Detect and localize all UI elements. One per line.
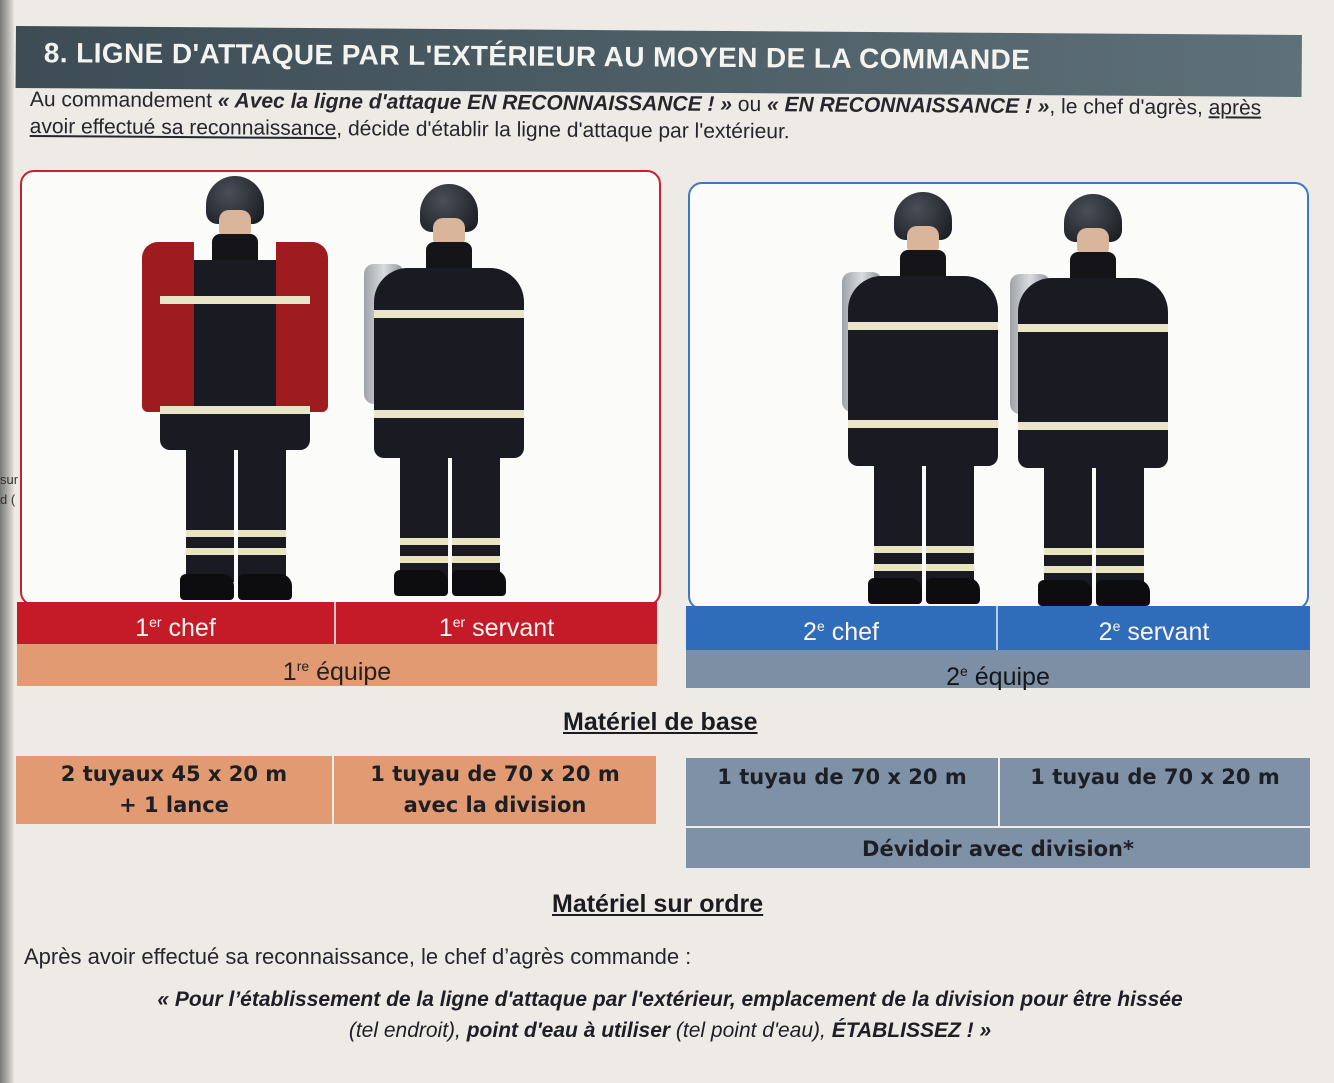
equipment-line: 2 tuyaux 45 x 20 m <box>60 762 288 786</box>
intro-suffix-1: , le chef d'agrès, <box>1049 95 1209 120</box>
equipment-line: 1 tuyau de 70 x 20 m <box>370 762 620 786</box>
equipment-cell-2-chef <box>686 758 998 826</box>
intro-suffix-2: , décide d'établir la ligne d'attaque par l'extérieur. <box>336 117 790 144</box>
equipment-cell-2-servant <box>1000 758 1310 826</box>
section-title: 8. LIGNE D'ATTAQUE PAR L'EXTÉRIEUR AU MOYEN DE LA COMMANDE <box>43 37 1031 76</box>
firefighter-1-servant <box>356 184 542 604</box>
firefighter-2-servant <box>1000 194 1186 608</box>
equipment-line: 1 tuyau de 70 x 20 m <box>717 765 967 789</box>
intro-middle: ou <box>731 92 768 117</box>
command-1: « Avec la ligne d'attaque EN RECONNAISSANCE ! » <box>217 89 733 116</box>
order-equipment-heading: Matériel sur ordre <box>552 890 764 918</box>
role-label-1-servant: 1er servant <box>336 602 657 644</box>
equipment-line: avec la division <box>403 793 587 817</box>
command-2: « EN RECONNAISSANCE ! » <box>766 93 1050 119</box>
order-lead-text: Après avoir effectué sa reconnaissance, le chef d’agrès commande : <box>24 944 692 969</box>
quote-part-3: point d'eau à utiliser <box>466 1019 671 1042</box>
quote-part-2: (tel endroit), <box>348 1019 467 1042</box>
margin-fragment: d ( <box>0 492 16 507</box>
equipment-cell-1-chef <box>16 756 332 824</box>
firefighter-1-chef <box>142 176 328 606</box>
equipment-line: 1 tuyau de 70 x 20 m <box>1030 765 1280 789</box>
team-1-photo <box>20 170 661 606</box>
intro-paragraph <box>30 86 1310 149</box>
team-1-label: 1re équipe <box>17 644 657 686</box>
quote-part-5: ÉTABLISSEZ ! » <box>831 1019 992 1042</box>
equipment-line: + 1 lance <box>119 793 229 817</box>
role-divider <box>334 602 336 644</box>
intro-underlined: après avoir effectué sa reconnaissance <box>29 96 1262 141</box>
team-2-photo <box>688 182 1309 610</box>
role-label-2-chef: 2e chef <box>686 606 996 650</box>
firefighter-2-chef <box>830 192 1016 608</box>
equipment-shared-reel: Dévidoir avec division* <box>686 828 1310 868</box>
quote-part-1: « Pour l’établissement de la ligne d'attaque par l'extérieur, emplacement de la division pour être hissée <box>157 988 1183 1011</box>
base-equipment-heading: Matériel de base <box>563 708 758 736</box>
intro-prefix: Au commandement <box>29 87 218 113</box>
role-label-1-chef: 1er chef <box>17 602 334 644</box>
role-divider <box>996 606 998 650</box>
role-label-2-servant: 2e servant <box>998 606 1310 650</box>
equipment-cell-1-servant <box>334 756 656 824</box>
quote-part-4: (tel point d'eau), <box>670 1019 832 1042</box>
order-command-quote <box>40 984 1300 1046</box>
page-edge <box>0 0 14 1083</box>
margin-fragment: sur <box>0 472 19 487</box>
team-2-label: 2e équipe <box>686 650 1310 688</box>
margin-fragments <box>0 470 18 510</box>
